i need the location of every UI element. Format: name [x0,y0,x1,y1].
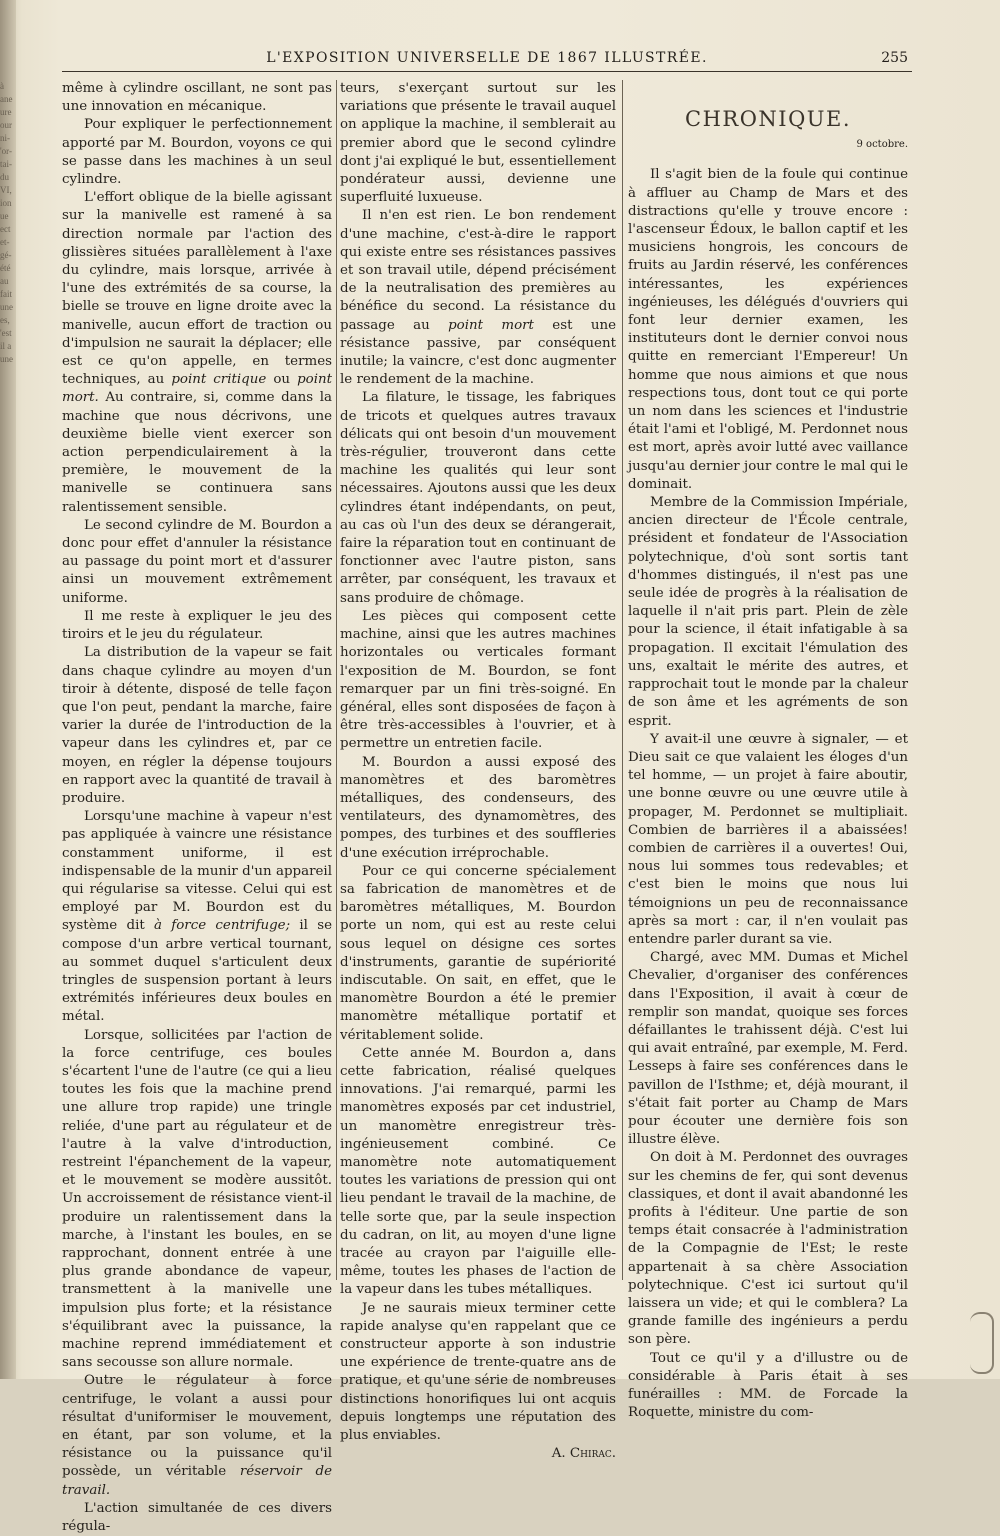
margin-fragment: 'or- [0,146,12,156]
italic-term: réservoir de travail. [62,1464,332,1498]
margin-fragment: il a [0,341,12,351]
running-header [62,47,912,72]
italic-term: point critique [171,372,267,388]
margin-fragment: ane [0,94,13,104]
paragraph: Chargé, avec MM. Dumas et Michel Chevalier, d'organiser des conférences dans l'Exposition, il avait à cœur de remplir son mandat, quoique ses forces défaillantes le trahissent déjà. C'est lui qui avait entraîné, par exemple, M. Ferd. Lesseps à faire ses conférences dans le pavillon de l'Isthme; et, déjà mourant, il s'était fait porter au Champ de Mars pour écouter une dernière fois son illustre élève. [628,950,908,1148]
paragraph: Les pièces qui composent cette machine, ainsi que les autres machines horizontales ou verticales formant l'exposition de M. Bourdon, se font remarquer par un fini très-soigné. En général, elles sont disposées de façon à être très-accessibles à l'ouvrier, et à permettre un entretien facile. [340,608,616,752]
page-number: 255 [881,50,908,66]
paragraph: La filature, le tissage, les fabriques de tricots et quelques autres travaux délicats qui ont besoin d'un mouvement très-régulier, trouveront dans cette machine les qualités qui leur sont nécessaires. Ajoutons aussi que les deux cylindres étant indépendants, on peut, au cas où l'un des deux se dérangerait, faire la réparation tout en continuant de fonctionner avec l'autre piston, sans arrêter, par conséquent, les travaux et sans produire de chômage. [340,390,616,606]
paragraph: Y avait-il une œuvre à signaler, — et Dieu sait ce que valaient les éloges d'un tel homme, — un projet à faire aboutir, une bonne œuvre ou une œuvre utile à propager, M. Perdonnet se multipliait. Combien de barrières il a abaissées! combien de carrières il a ouvertes! Oui, nous lui sommes tous redevables; et c'est bien le moins que nous lui témoignions un peu de reconnaissance après sa mort : car, il n'en voulait pas entendre parler durant sa vie. [628,731,908,947]
margin-fragment: our [0,120,12,130]
margin-fragment: à [0,81,4,91]
paragraph: Il me reste à expliquer le jeu des tiroirs et le jeu du régulateur. [62,608,332,643]
margin-fragment: 'est [0,328,12,338]
paragraph: M. Bourdon a aussi exposé des manomètres et des baromètres métalliques, des condenseurs, des ventilateurs, des dynamomètres, des pompes, des turbines et des souffleries d'une exécution irréprochable. [340,754,616,861]
column-rule [622,80,623,1280]
margin-fragment: ni- [0,133,10,143]
section-title: CHRONIQUE. [685,107,851,131]
margin-fragment: une [0,302,13,312]
column-3 [628,80,908,1421]
paragraph: Cette année M. Bourdon a, dans cette fabrication, réalisé quelques innovations. J'ai remarqué, parmi les manomètres exposés par cet industriel, un manomètre enregistreur très-ingénieusement combiné. Ce manomètre note automatiquement toutes les variations de pression qui ont lieu pendant le travail de la machine, de telle sorte que, par la seule inspection du cadran, on lit, au moyen d'une ligne tracée au crayon par l'aiguille elle-même, toutes les phases de l'action de la vapeur dans les tubes métalliques. [340,1045,616,1298]
dateline: 9 octobre. [856,139,908,151]
column-rule [336,80,337,1280]
paragraph: La distribution de la vapeur se fait dans chaque cylindre au moyen d'un tiroir à détente, disposé de telle façon que l'on peut, pendant la marche, faire varier la durée de l'introduction de la vapeur dans les cylindres et, par ce moyen, en régler la dépense toujours en rapport avec la quantité de travail à produire. [62,645,332,806]
margin-fragment: au [0,276,9,286]
margin-fragment: VI, [0,185,12,195]
italic-term: à force centrifuge; [154,918,291,934]
paragraph: teurs, s'exerçant surtout sur les variations que présente le travail auquel on applique la machine, il semblerait au premier abord que le second cylindre dont j'ai expliqué le but, essentiellement pondérateur aussi, devienne une superfluité luxueuse. [340,81,616,206]
paragraph: On doit à M. Perdonnet des ouvrages sur les chemins de fer, qui sont devenus classiques, et dont il avait abandonné les profits à l'éditeur. Une partie de son temps était consacrée à l'administration de la Compagnie de l'Est; le reste appartenait à sa chère Association polytechnique. C'est ici surtout qu'il laissera un vide; et qui le comblera? La grande famille des ingénieurs a perdu son père. [628,1150,908,1348]
paragraph: Lorsque, sollicitées par l'action de la force centrifuge, ces boules s'écartent l'une de l'autre (ce qui a lieu toutes les fois que la machine prend une allure trop rapide) une tringle reliée, d'une part au régulateur et de l'autre à la valve d'introduction, restreint l'épanchement de la vapeur, et le mouvement se modère aussitôt. Un accroissement de résistance vient-il produire un ralentissement dans la marche, à l'instant les boules, en se rapprochant, donnent entrée à une plus grande abondance de vapeur, transmettent à la manivelle une impulsion plus forte; et la résistance s'équilibrant avec la puissance, la machine reprend immédiatement et sans secousse son allure normale. [62,1027,332,1371]
paragraph: Il n'en est rien. Le bon rendement d'une machine, c'est-à-dire le rapport qui existe entre ses résistances passives et son travail utile, dépend précisément de la neutralisation des premières au bénéfice du second. La résistance du passage au point mort est une résistance passive, par conséquent inutile; la vaincre, c'est donc augmenter le rendement de la machine. [340,208,616,388]
paragraph: Pour expliquer le perfectionnement apporté par M. Bourdon, voyons ce qui se passe dans les machines à un seul cylindre. [62,117,332,188]
running-title: L'EXPOSITION UNIVERSELLE DE 1867 ILLUSTRÉE. [266,50,708,66]
margin-fragment: et- [0,237,10,247]
author-signature: A. Chirac. [551,1446,616,1462]
column-2 [340,80,616,1462]
paragraph: Je ne saurais mieux terminer cette rapide analyse qu'en rappelant que ce constructeur apporte à son industrie une expérience de trente-quatre ans de pratique, et qu'une série de nombreuses distinctions honorifiques lui ont acquis depuis longtemps une réputation des plus enviables. [340,1300,616,1444]
paragraph: Membre de la Commission Impériale, ancien directeur de l'École centrale, président et fondateur de l'Association polytechnique, d'où sont sortis tant d'hommes distingués, il n'est pas une seule idée de progrès à la réalisation de laquelle il n'ait pris part. Plein de zèle pour la science, il était infatigable à sa propagation. Il excitait l'émulation des uns, exaltait le mérite des autres, et rapprochait tout le monde par la chaleur de son âme et les agréments de son esprit. [628,495,908,729]
margin-fragment: ue [0,211,9,221]
margin-fragment: tai- [0,159,12,169]
paper-clip-mark [970,1312,994,1374]
margin-fragment: fait [0,289,12,299]
margin-fragment: gé- [0,250,12,260]
paragraph: Le second cylindre de M. Bourdon a donc pour effet d'annuler la résistance au passage du point mort et d'assurer ainsi un mouvement extrêmement uniforme. [62,517,332,606]
paragraph: L'effort oblique de la bielle agissant sur la manivelle est ramené à sa direction normale par l'action des glissières situées parallèlement à l'axe du cylindre, mais lorsque, arrivée à l'une des extrémités de sa course, la bielle se trouve en ligne droite avec la manivelle, aucun effort de traction ou d'impulsion ne saurait la déplacer; elle est ce qu'on appelle, en termes techniques, au point critique ou point mort. Au contraire, si, comme dans la machine que nous décrivons, une deuxième bielle vient exercer son action perpendiculairement à la première, le mouvement de la manivelle se continuera sans ralentissement sensible. [62,190,332,515]
paragraph: Lorsqu'une machine à vapeur n'est pas appliquée à vaincre une résistance constamment uniforme, il est indispensable de la munir d'un appareil qui régularise sa vitesse. Celui qui est employé par M. Bourdon est du système dit à force centrifuge; il se compose d'un arbre vertical tournant, au sommet duquel s'articulent deux tringles de suspension portant à leurs extrémités inférieures deux boules en métal. [62,809,333,1025]
italic-term: point mort [448,317,534,333]
margin-fragment: ure [0,107,12,117]
previous-page-margin [0,80,20,366]
paragraph: Il s'agit bien de la foule qui continue à affluer au Champ de Mars et des distractions qu'elle y trouve encore : l'ascenseur Édoux, le ballon captif et les musiciens hongrois, les concours de fruits au Jardin réservé, les conférences intéressantes, les expériences ingénieuses, les délégués d'ouvriers qui font leur dernier examen, les instituteurs dont le dernier convoi nous quitte en remerciant l'Empereur! Un homme que nous aimions et que nous respections tous, dont tout ce qui porte un nom dans les sciences et l'industrie était l'ami et l'obligé, M. Perdonnet nous est mort, après avoir lutté avec vaillance jusqu'au dernier jour contre le mal qui le dominait. [628,167,908,492]
margin-fragment: ion [0,198,12,208]
margin-fragment: du [0,172,9,182]
margin-fragment: été [0,263,11,273]
paragraph: Outre le régulateur à force centrifuge, le volant a aussi pour résultat d'uniformiser le mouvement, en étant, par son volume, et la résistance ou la puissance qu'il possède, un véritable réservoir de travail. [62,1373,332,1498]
paragraph: même à cylindre oscillant, ne sont pas une innovation en mécanique. [62,81,332,115]
paragraph: Pour ce qui concerne spécialement sa fabrication de manomètres et de baromètres métalliques, M. Bourdon porte un nom, qui est au reste celui sous lequel on désigne ces sortes d'instruments, garantie de supériorité indiscutable. On sait, en effet, que le manomètre Bourdon a été le premier manomètre métallique portatif et véritablement solide. [340,863,616,1043]
italic-term: point mort. [62,372,332,406]
margin-fragment: es, [0,315,10,325]
paragraph: Tout ce qu'il y a d'illustre ou de considérable à Paris était à ses funérailles : MM. de Forcade la Roquette, ministre du com- [628,1350,908,1421]
margin-fragment: ect [0,224,11,234]
paragraph: L'action simultanée de ces divers régula- [62,1500,332,1535]
column-1 [62,80,333,1535]
margin-fragment: une [0,354,13,364]
